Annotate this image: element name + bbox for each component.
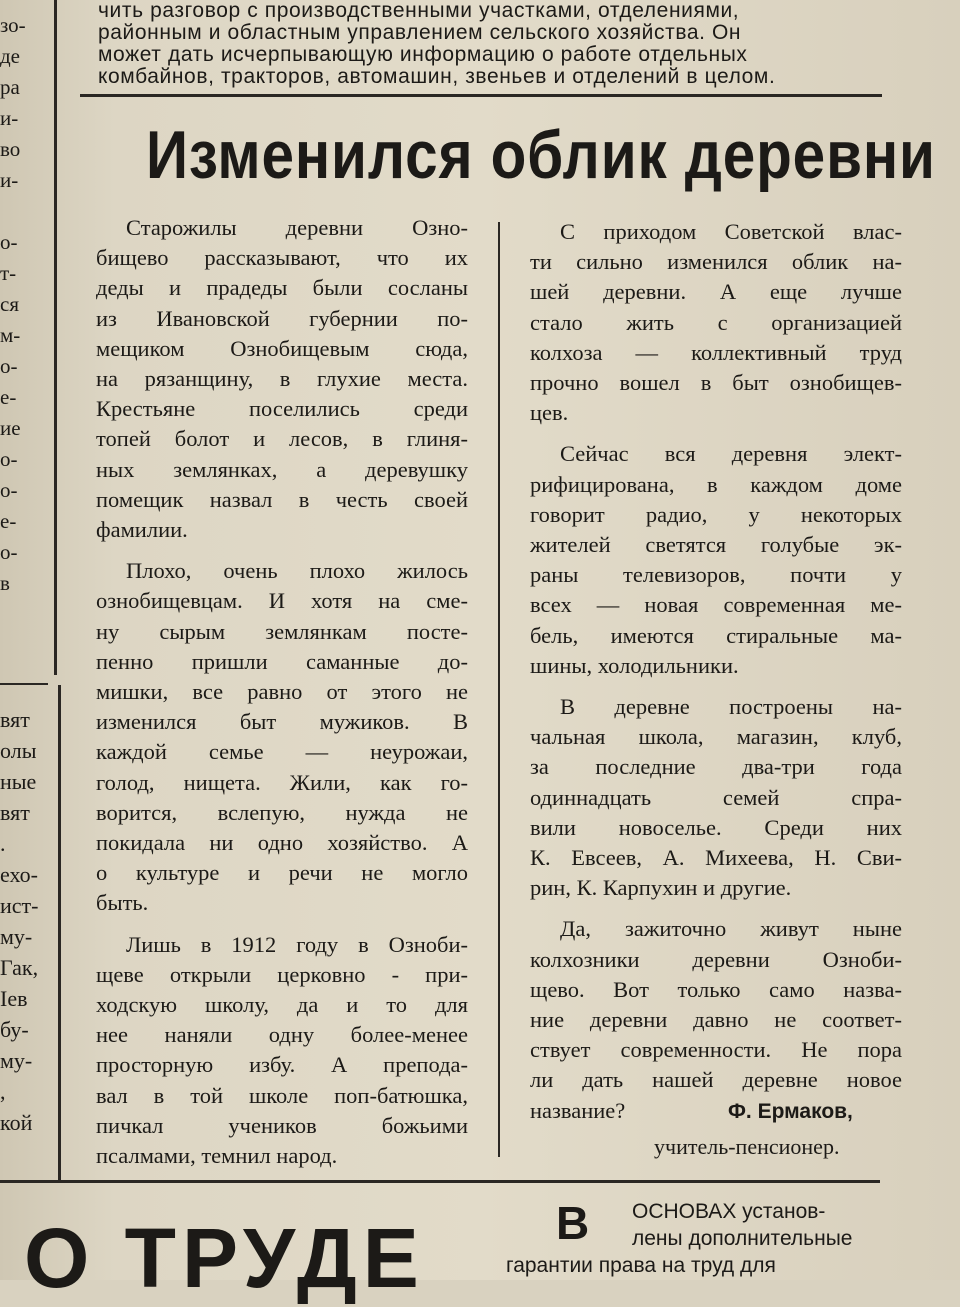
text-line: раны телевизоров, почти у [530,562,902,588]
text-line: колхозники деревни Ознοби- [530,946,902,972]
text-line: одиннадцать семей спра- [530,784,902,810]
text-line: ворится, вслепую, нужда не [96,799,468,825]
text-line: шины, холодильники. [530,652,739,678]
author-role: учитель-пенсионер. [654,1134,840,1159]
text-line: каждой семье — неурожаи, [96,739,468,765]
margin-fragment: о- [0,354,18,378]
text-line: изменился быт мужиков. В [96,709,468,735]
intro-line: чить разговор с производственными участками, отделениями, [98,0,740,22]
margin-fragment: м- [0,323,21,347]
next-article-line: гарантии права на труд для [506,1254,776,1277]
margin-fragment: в [0,571,10,595]
next-article-line: ОСНОВАХ установ- [632,1200,826,1223]
next-article-headline: О ТРУДЕ [24,1211,425,1305]
next-article-dropcap: В [556,1197,590,1249]
text-line: из Ивановской губернии по- [96,305,468,331]
text-line: деды и прадеды были сосланы [96,275,468,301]
text-line: название? [530,1097,626,1123]
text-line: всех — новая современная ме- [530,592,902,618]
margin-fragment: му- [0,924,33,949]
text-line: В деревне построены на- [560,694,902,720]
author-name: Ф. Ермаков, [728,1100,853,1123]
text-line: рифицирована, в каждом доме [530,471,902,497]
margin-fragment [0,196,52,227]
article-left-rule [58,685,61,1180]
text-line: стало жить с организацией [530,309,902,335]
margin-fragment: и- [0,106,19,130]
text-line: просторную избу. А препода- [96,1052,468,1078]
next-article-text [506,1198,906,1279]
margin-fragment: зо- [0,13,26,37]
margin-fragment: ие [0,416,21,440]
text-line: Да, зажиточно живут ныне [560,916,902,942]
margin-fragment: му- [0,1048,33,1073]
intro-line: районным и областным управлением сельского хозяйства. Он [98,22,742,44]
article-column-1 [96,213,468,1182]
text-line: ствует современности. Не пора [530,1037,902,1063]
text-line: цев. [530,400,569,426]
text-line: псалмами, темнил народ. [96,1143,338,1169]
margin-fragment: кой [0,1110,33,1135]
text-line: жителей светятся голубые эк- [530,532,902,558]
text-line: щево. Вот только само назва- [530,976,902,1002]
margin-fragment: о- [0,540,18,564]
text-line: Плохо, очень плохо жилось [126,558,468,584]
next-article-line: лены дополнительные [632,1227,853,1250]
paragraph [530,439,902,681]
margin-fragment: ся [0,292,19,316]
margin-fragment: . [0,831,6,856]
text-line: чальная школа, магазин, клуб, [530,724,902,750]
paragraph [530,692,902,903]
left-column-rule [54,0,57,675]
text-line: Крестьяне поселились среди [96,396,468,422]
margin-fragment: Гак, [0,955,39,980]
margin-fragment: ные [0,769,37,794]
text-line: ние деревни давно не соответ- [530,1007,902,1033]
text-line: пенно пришли саманные до- [96,648,468,674]
intro-paragraph [98,0,888,88]
article-headline: Изменился облик деревни [146,117,936,193]
text-line: шей деревни. А еще лучше [530,279,902,305]
column-divider [498,222,500,1157]
text-line: фамилии. [96,517,188,543]
text-line: ознобищевцам. И хотя на сме- [96,588,468,614]
margin-fragment: во [0,137,21,161]
text-line: быть. [96,890,149,916]
margin-fragment: е- [0,385,17,409]
text-line: пичкал учеников божьими [96,1112,468,1138]
intro-line: комбайнов, тракторов, автомашин, звеньев и отделений в целом. [98,66,776,88]
text-line: покидала ни одно хозяйство. А [96,830,468,856]
intro-line: может дать исчерпывающую информацию о работе отдельных [98,44,748,66]
text-line: за последние два-три года [530,754,902,780]
text-line: Сейчас вся деревня элект- [560,441,902,467]
text-line: мишки, все равно от этого не [96,679,468,705]
text-line: Лишь в 1912 году в Ознοби- [126,931,468,957]
text-line: ну сырым землянкам посте- [96,618,468,644]
text-line: помещик назвал в честь своей [96,486,468,512]
text-line: ных землянках, а деревушку [96,456,468,482]
margin-fragment: о- [0,230,18,254]
top-rule [80,94,882,97]
text-line: рин, К. Карпухин и другие. [530,875,792,901]
left-margin-rule [0,683,48,685]
paragraph [530,914,902,1125]
margin-fragment: е- [0,509,17,533]
article-column-2 [530,217,902,1137]
paragraph [530,217,902,428]
margin-fragment: Іев [0,986,28,1011]
text-line: ходскую школу, да и то для [96,992,468,1018]
text-line: бель, имеются стиральные ма- [530,622,902,648]
margin-fragment: де [0,44,21,68]
text-line: С приходом Советской влас- [560,219,902,244]
text-line: ти сильно изменился облик на- [530,249,902,275]
text-line: вили новоселье. Среди них [530,814,902,840]
text-line: голод, нищета. Жили, как го- [96,769,468,795]
text-line: мещиком Ознобищевым сюда, [96,335,468,361]
paragraph [96,556,468,918]
text-line: колхоза — коллективный труд [530,339,902,365]
text-line: говорит радио, у некоторых [530,501,902,527]
text-line: на рязанщину, в глухие места. [96,366,468,392]
left-margin-fragments-bottom [0,704,44,1138]
text-line: ли дать нашей деревне новое [530,1067,902,1093]
text-line: нее наняли одну более-менее [96,1022,468,1048]
margin-fragment: о- [0,478,18,502]
margin-fragment: вят [0,707,30,732]
margin-fragment: ехо- [0,862,38,887]
margin-fragment: , [0,1079,6,1104]
text-line: бищево рассказывают, что их [96,245,468,271]
margin-fragment: о- [0,447,18,471]
text-line: вал в той школе поп-батюшка, [96,1082,468,1108]
margin-fragment: вят [0,800,30,825]
margin-fragment: олы [0,738,37,763]
margin-fragment: т- [0,261,17,285]
margin-fragment: ист- [0,893,39,918]
margin-fragment: бу- [0,1017,29,1042]
margin-fragment: ра [0,75,20,99]
text-line: Старожилы деревни Озно- [126,215,468,240]
paragraph [96,213,468,545]
text-line: прочно вошел в быт ознобищев- [530,370,902,396]
text-line: о культуре и речи не могло [96,860,468,886]
paragraph [96,930,468,1172]
text-line: щеве открыли церковно - при- [96,961,468,987]
text-line: К. Евсеев, А. Михеева, Н. Сви- [530,845,902,871]
left-margin-fragments-top [0,10,52,599]
margin-fragment: и- [0,168,19,192]
text-line: топей болот и лесов, в глиня- [96,426,468,452]
